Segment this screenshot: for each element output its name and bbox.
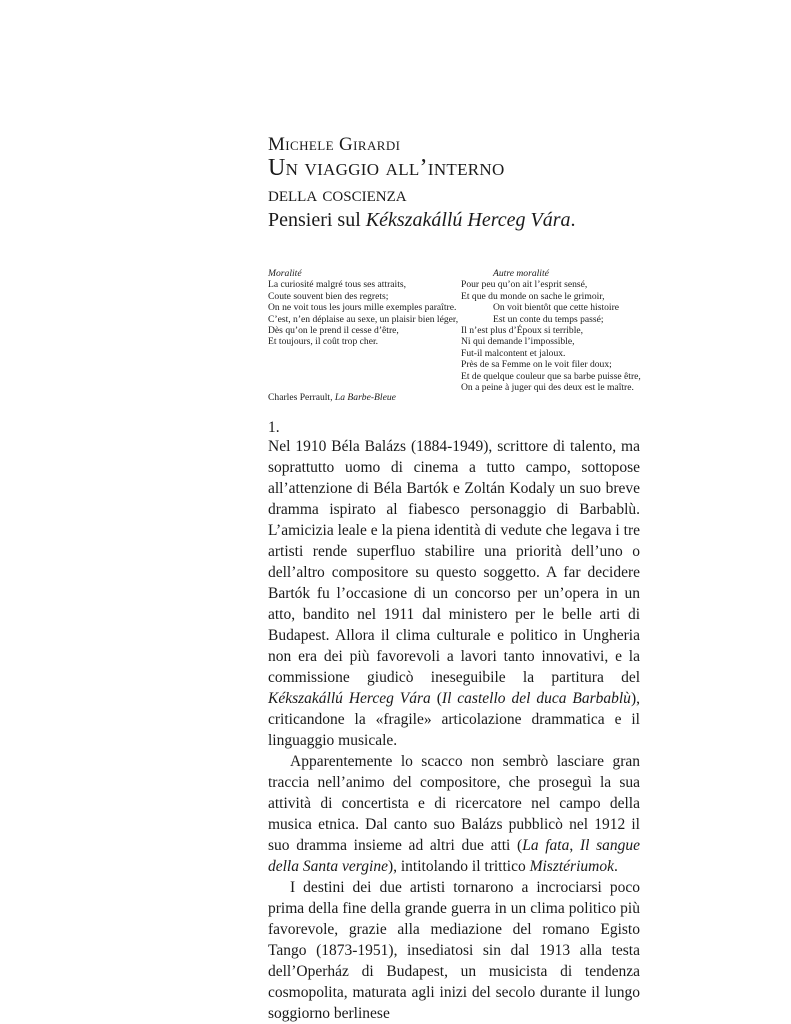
subtitle-suffix: . xyxy=(570,209,576,231)
epigraph-right-heading: Autre moralité xyxy=(493,268,549,279)
epigraph-verse: C’est, n’en déplaise au sexe, un plaisir bien léger, xyxy=(268,313,459,325)
epigraph-verse: On voit bientôt que cette histoire xyxy=(493,302,620,314)
text-run-italic: Il sangue della Santa vergine xyxy=(268,837,640,875)
chapter-subtitle xyxy=(268,207,628,233)
text-run: I destini dei due artisti tornarono a incrociarsi poco prima della fine della grande guerra in un clima politico più favorevole, grazie alla mediazione del romano Egisto Tango (1873-1951), insediatosi sin dal 1913 alla testa dell’Operház di Budapest, un musicista di tendenza cosmopolita, maturata agli inizi del secolo durante il lungo soggiorno berlinese xyxy=(268,879,640,1022)
text-run: ( xyxy=(430,690,442,707)
epigraph-verse: Fut-il malcontent et jaloux. xyxy=(461,347,566,359)
epigraph-verse: Près de sa Femme on le voit filer doux; xyxy=(461,359,612,371)
text-run-italic: La fata xyxy=(522,837,570,854)
chapter-title-line-2: della coscienza xyxy=(268,182,407,206)
text-run: Nel 1910 Béla Balázs (1884-1949), scrittore di talento, ma soprattutto uomo di cinema a tutto campo, sottopose all’attenzione di Béla Bartók e Zoltán Kodaly un suo breve dramma ispirato al fiabesco personaggio di Barbablù. L’amicizia leale e la piena identità di vedute che legava i tre artisti rende superfluo stabilire una priorità dell’uno o dell’altro compositore su questo soggetto. A far decidere Bartók fu l’occasione di un concorso per un’opera in un atto, bandito nel 1911 dal ministero per le belle arti di Budapest. Allora il clima culturale e politico in Ungheria non era dei più favorevoli a lavori tanto innovativi, e la commissione giudicò ineseguibile la partitura del xyxy=(268,438,640,686)
attribution-author: Charles Perrault, xyxy=(268,392,335,403)
subtitle-work-title: Kékszakállú Herceg Vára xyxy=(365,209,571,231)
subtitle-prefix: Pensieri sul xyxy=(268,209,366,231)
epigraph-verse: Il n’est plus d’Époux si terrible, xyxy=(461,325,584,337)
epigraph-left-column xyxy=(268,268,468,348)
epigraph-right-column xyxy=(461,268,651,393)
text-run: ), criticandone la «fragile» articolazione drammatica e il linguaggio musicale. xyxy=(268,690,640,749)
chapter-title-line-1: Un viaggio all’interno xyxy=(268,155,505,181)
text-run: Apparentemente lo scacco non sembrò lasciare gran traccia nell’animo del compositore, che proseguì la sua attività di concertista e di ricercatore nel campo della musica etnica. Dal canto suo Balázs pubblicò nel 1912 il suo dramma insieme ad altri due atti ( xyxy=(268,753,640,854)
chapter-header xyxy=(268,135,628,233)
epigraph-verse: Pour peu qu’on ait l’esprit sensé, xyxy=(461,279,588,291)
epigraph-verse: On ne voit tous les jours mille exemples paraître. xyxy=(268,302,457,314)
text-run: . xyxy=(613,858,618,875)
epigraph-verse: Coute souvent bien des regrets; xyxy=(268,290,389,302)
text-run-italic: Kékszakállú Herceg Vára xyxy=(268,690,431,707)
paragraph-1 xyxy=(268,436,640,751)
body-text xyxy=(268,436,640,1024)
epigraph-verse: Dès qu’on le prend il cesse d’être, xyxy=(268,325,399,337)
epigraph-attribution xyxy=(268,392,396,403)
section-number: 1. xyxy=(268,419,280,436)
epigraph-verse: Est un conte du temps passé; xyxy=(493,313,604,325)
paragraph-2 xyxy=(268,751,640,877)
text-run-italic: Misztériumok xyxy=(529,858,614,875)
epigraph-verse: Et que du monde on sache le grimoir, xyxy=(461,290,605,302)
attribution-work: La Barbe-Bleue xyxy=(334,392,396,403)
author-name: Michele Girardi xyxy=(268,134,401,155)
epigraph-left-heading: Moralité xyxy=(268,268,302,279)
text-run-italic: Il castello del duca Barbablù xyxy=(441,690,631,707)
paragraph-3 xyxy=(268,877,640,1024)
epigraph-verse: Et toujours, il coût trop cher. xyxy=(268,336,379,348)
epigraph-verse: On a peine à juger qui des deux est le maître. xyxy=(461,382,634,394)
text-run: , xyxy=(569,837,580,854)
epigraph-verse: La curiosité malgré tous ses attraits, xyxy=(268,279,407,291)
epigraph-verse: Ni qui demande l’impossible, xyxy=(461,336,575,348)
epigraph-verse: Et de quelque couleur que sa barbe puisse être, xyxy=(461,370,641,382)
text-run: ), intitolando il trittico xyxy=(387,858,530,875)
